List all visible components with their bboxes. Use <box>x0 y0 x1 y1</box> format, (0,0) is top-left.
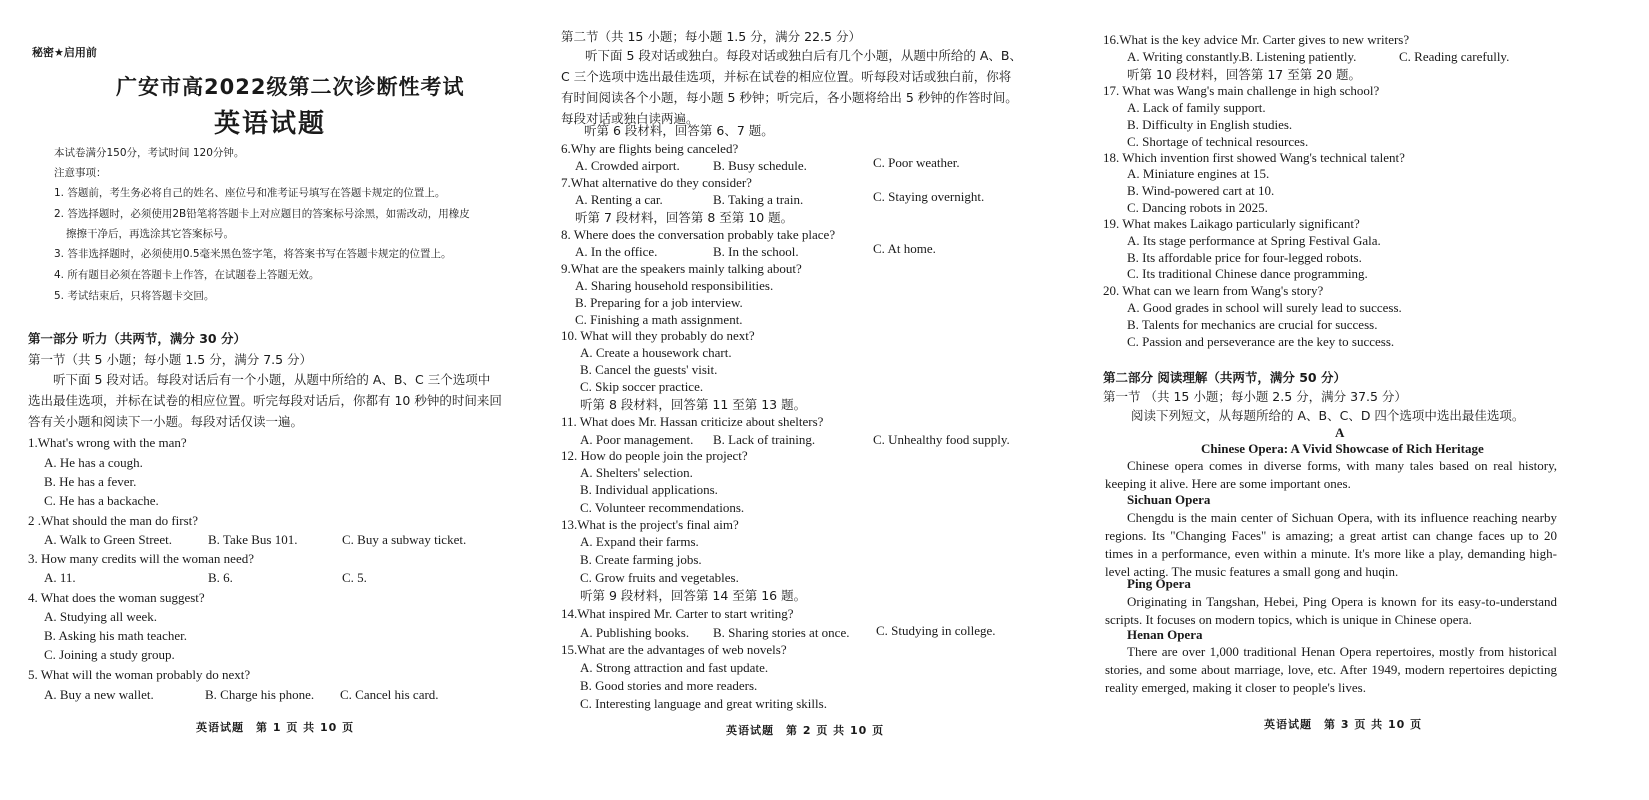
section-2-instruction: 听下面 5 段对话或独白。每段对话或独白后有几个小题，从题中所给的 A、B、C 三个选项中选出最佳选项，并标在试卷的相应位置。听每段对话或独白前，你将有时间阅读各个小题，每小题 5 秒钟；听完后，各小题将给出 5 秒钟的作答时间。每段对话或独白读两遍。 <box>561 48 1023 126</box>
section-1-heading: 第一节（共 5 小题；每小题 1.5 分，满分 7.5 分） <box>28 352 313 367</box>
question-14: 14.What inspired Mr. Carter to start writing? <box>561 606 794 621</box>
q19-option-a: A. Its stage performance at Spring Festival Gala. <box>1127 233 1381 248</box>
question-10: 10. What will they probably do next? <box>561 328 755 343</box>
question-20: 20. What can we learn from Wang's story? <box>1103 283 1324 298</box>
question-16: 16.What is the key advice Mr. Carter gives to new writers? <box>1103 32 1410 47</box>
q13-option-a: A. Expand their farms. <box>580 534 699 549</box>
q5-option-b: B. Charge his phone. <box>205 687 315 702</box>
question-1: 1.What's wrong with the man? <box>28 435 187 450</box>
question-11: 11. What does Mr. Hassan criticize about shelters? <box>561 414 824 429</box>
question-2: 2 .What should the man do first? <box>28 513 199 528</box>
passage-title: Chinese Opera: A Vivid Showcase of Rich Heritage <box>1201 441 1484 456</box>
q20-option-b: B. Talents for mechanics are crucial for success. <box>1127 317 1378 332</box>
sichuan-opera-paragraph: Chengdu is the main center of Sichuan Opera, with its influence reaching nearby regions. Its "Changing Faces" is amazing; a great artist can change faces up to 20 times in a performance, even within a minute. It's more like a play, demanding high-level acting. The music features a small gong and huqin. <box>1105 510 1557 579</box>
q12-option-c: C. Volunteer recommendations. <box>580 500 745 515</box>
reading-section-1-heading: 第一节 （共 15 小题；每小题 2.5 分，满分 37.5 分） <box>1103 389 1407 404</box>
q9-option-b: B. Preparing for a job interview. <box>575 295 743 310</box>
q8-option-a: A. In the office. <box>575 244 658 259</box>
question-18: 18. Which invention first showed Wang's technical talent? <box>1103 150 1405 165</box>
q14-option-a: A. Publishing books. <box>580 625 690 640</box>
q6-option-c: C. Poor weather. <box>873 155 960 170</box>
q6-option-b: B. Busy schedule. <box>713 158 807 173</box>
q7-option-b: B. Taking a train. <box>713 192 804 207</box>
q3-option-a: A. 11. <box>44 570 76 585</box>
page-3-footer: 英语试题 第 3 页 共 10 页 <box>1264 718 1423 731</box>
section-2-heading: 第二节（共 15 小题；每小题 1.5 分，满分 22.5 分） <box>561 29 861 44</box>
q18-option-c: C. Dancing robots in 2025. <box>1127 200 1268 215</box>
q20-option-a: A. Good grades in school will surely lead to success. <box>1127 300 1402 315</box>
q11-option-b: B. Lack of training. <box>713 432 816 447</box>
q11-option-c: C. Unhealthy food supply. <box>873 432 1010 447</box>
question-5: 5. What will the woman probably do next? <box>28 667 251 682</box>
material-7-note: 听第 7 段材料，回答第 8 至第 10 题。 <box>575 210 794 225</box>
material-9-note: 听第 9 段材料，回答第 14 至第 16 题。 <box>580 588 807 603</box>
ping-opera-heading: Ping Opera <box>1127 576 1191 591</box>
notice-2: 2. 答选择题时，必须使用2B铅笔将答题卡上对应题目的答案标号涂黑，如需改动，用橡皮 <box>54 208 470 220</box>
henan-opera-paragraph: There are over 1,000 traditional Henan Opera repertoires, mostly from historical stories, and some about marriage, love, etc. After 1949, modern repertoires depicting reality emerged, making it closer to people's lives. <box>1105 644 1557 695</box>
question-15: 15.What are the advantages of web novels? <box>561 642 787 657</box>
q11-option-a: A. Poor management. <box>580 432 694 447</box>
question-13: 13.What is the project's final aim? <box>561 517 739 532</box>
q8-option-c: C. At home. <box>873 241 936 256</box>
q18-option-a: A. Miniature engines at 15. <box>1127 166 1270 181</box>
passage-intro: Chinese opera comes in diverse forms, with many tales based on real history, keeping it alive. Here are some important ones. <box>1105 458 1557 491</box>
part-2-heading: 第二部分 阅读理解（共两节，满分 50 分） <box>1103 370 1346 385</box>
page-2 <box>560 0 1105 800</box>
exam-title: 广安市高2022级第二次诊断性考试 <box>116 75 465 99</box>
q2-option-b: B. Take Bus 101. <box>208 532 298 547</box>
passage-letter: A <box>1335 425 1345 440</box>
q3-option-c: C. 5. <box>342 570 367 585</box>
q18-option-b: B. Wind-powered cart at 10. <box>1127 183 1275 198</box>
q16-option-b: B. Listening patiently. <box>1241 49 1357 64</box>
notice-5: 5. 考试结束后，只将答题卡交回。 <box>54 290 215 302</box>
q7-option-a: A. Renting a car. <box>575 192 663 207</box>
question-9: 9.What are the speakers mainly talking about? <box>561 261 802 276</box>
q9-option-c: C. Finishing a math assignment. <box>575 312 743 327</box>
page-1-footer: 英语试题 第 1 页 共 10 页 <box>196 721 355 734</box>
q17-option-a: A. Lack of family support. <box>1127 100 1266 115</box>
q2-option-c: C. Buy a subway ticket. <box>342 532 467 547</box>
question-8: 8. Where does the conversation probably take place? <box>561 227 836 242</box>
q14-option-b: B. Sharing stories at once. <box>713 625 850 640</box>
notice-2-cont: 擦擦干净后，再选涂其它答案标号。 <box>66 228 234 240</box>
q17-option-c: C. Shortage of technical resources. <box>1127 134 1309 149</box>
q17-option-b: B. Difficulty in English studies. <box>1127 117 1293 132</box>
question-4: 4. What does the woman suggest? <box>28 590 205 605</box>
q19-option-b: B. Its affordable price for four-legged robots. <box>1127 250 1362 265</box>
listening-instruction: 听下面 5 段对话。每段对话后有一个小题，从题中所给的 A、B、C 三个选项中选出最佳选项，并标在试卷的相应位置。听完每段对话后，你都有 10 秒钟的时间来回答有关小题和阅读下一小题。每段对话仅读一遍。 <box>28 372 502 429</box>
q6-option-a: A. Crowded airport. <box>575 158 680 173</box>
material-6-note: 听第 6 段材料，回答第 6、7 题。 <box>584 123 774 138</box>
q12-option-b: B. Individual applications. <box>580 482 718 497</box>
page-1 <box>0 0 560 800</box>
q9-option-a: A. Sharing household responsibilities. <box>575 278 774 293</box>
q15-option-c: C. Interesting language and great writing skills. <box>580 696 827 711</box>
notice-4: 4. 所有题目必须在答题卡上作答，在试题卷上答题无效。 <box>54 269 320 281</box>
notice-heading: 注意事项： <box>54 167 107 179</box>
question-6: 6.Why are flights being canceled? <box>561 141 739 156</box>
part-1-heading: 第一部分 听力（共两节，满分 30 分） <box>28 331 246 346</box>
ping-opera-paragraph: Originating in Tangshan, Hebei, Ping Opera is known for its easy-to-understand scripts. It focuses on modern topics, which is unique in Chinese opera. <box>1105 594 1557 627</box>
q16-option-c: C. Reading carefully. <box>1399 49 1510 64</box>
q15-option-a: A. Strong attraction and fast update. <box>580 660 769 675</box>
q4-option-a: A. Studying all week. <box>44 609 158 624</box>
reading-instruction: 阅读下列短文，从每题所给的 A、B、C、D 四个选项中选出最佳选项。 <box>1131 408 1525 423</box>
secret-label: 秘密★启用前 <box>32 46 97 59</box>
subject-title: 英语试题 <box>214 109 327 139</box>
question-7: 7.What alternative do they consider? <box>561 175 752 190</box>
material-10-note: 听第 10 段材料，回答第 17 至第 20 题。 <box>1127 67 1362 82</box>
q1-option-b: B. He has a fever. <box>44 474 137 489</box>
q13-option-c: C. Grow fruits and vegetables. <box>580 570 739 585</box>
question-19: 19. What makes Laikago particularly significant? <box>1103 216 1360 231</box>
question-17: 17. What was Wang's main challenge in high school? <box>1103 83 1380 98</box>
page-2-footer: 英语试题 第 2 页 共 10 页 <box>726 724 885 737</box>
sichuan-opera-heading: Sichuan Opera <box>1127 492 1211 507</box>
q1-option-a: A. He has a cough. <box>44 455 143 470</box>
notice-1: 1. 答题前，考生务必将自己的姓名、座位号和准考证号填写在答题卡规定的位置上。 <box>54 187 446 199</box>
q4-option-c: C. Joining a study group. <box>44 647 175 662</box>
q1-option-c: C. He has a backache. <box>44 493 159 508</box>
q4-option-b: B. Asking his math teacher. <box>44 628 187 643</box>
q20-option-c: C. Passion and perseverance are the key to success. <box>1127 334 1395 349</box>
q15-option-b: B. Good stories and more readers. <box>580 678 758 693</box>
q16-option-a: A. Writing constantly. <box>1127 49 1242 64</box>
q10-option-a: A. Create a housework chart. <box>580 345 732 360</box>
q10-option-c: C. Skip soccer practice. <box>580 379 704 394</box>
q12-option-a: A. Shelters' selection. <box>580 465 693 480</box>
q5-option-a: A. Buy a new wallet. <box>44 687 154 702</box>
material-8-note: 听第 8 段材料，回答第 11 至第 13 题。 <box>580 397 807 412</box>
q3-option-b: B. 6. <box>208 570 233 585</box>
q5-option-c: C. Cancel his card. <box>340 687 439 702</box>
q13-option-b: B. Create farming jobs. <box>580 552 702 567</box>
question-3: 3. How many credits will the woman need? <box>28 551 254 566</box>
q2-option-a: A. Walk to Green Street. <box>44 532 172 547</box>
question-12: 12. How do people join the project? <box>561 448 748 463</box>
q19-option-c: C. Its traditional Chinese dance programming. <box>1127 266 1368 281</box>
exam-info: 本试卷满分150分，考试时间 120分钟。 <box>54 147 245 159</box>
q8-option-b: B. In the school. <box>713 244 799 259</box>
q10-option-b: B. Cancel the guests' visit. <box>580 362 718 377</box>
q14-option-c: C. Studying in college. <box>876 623 996 638</box>
q7-option-c: C. Staying overnight. <box>873 189 985 204</box>
page-3 <box>1105 0 1649 800</box>
notice-3: 3. 答非选择题时，必须使用0.5毫米黑色签字笔，将答案书写在答题卡规定的位置上。 <box>54 248 452 260</box>
henan-opera-heading: Henan Opera <box>1127 627 1203 642</box>
